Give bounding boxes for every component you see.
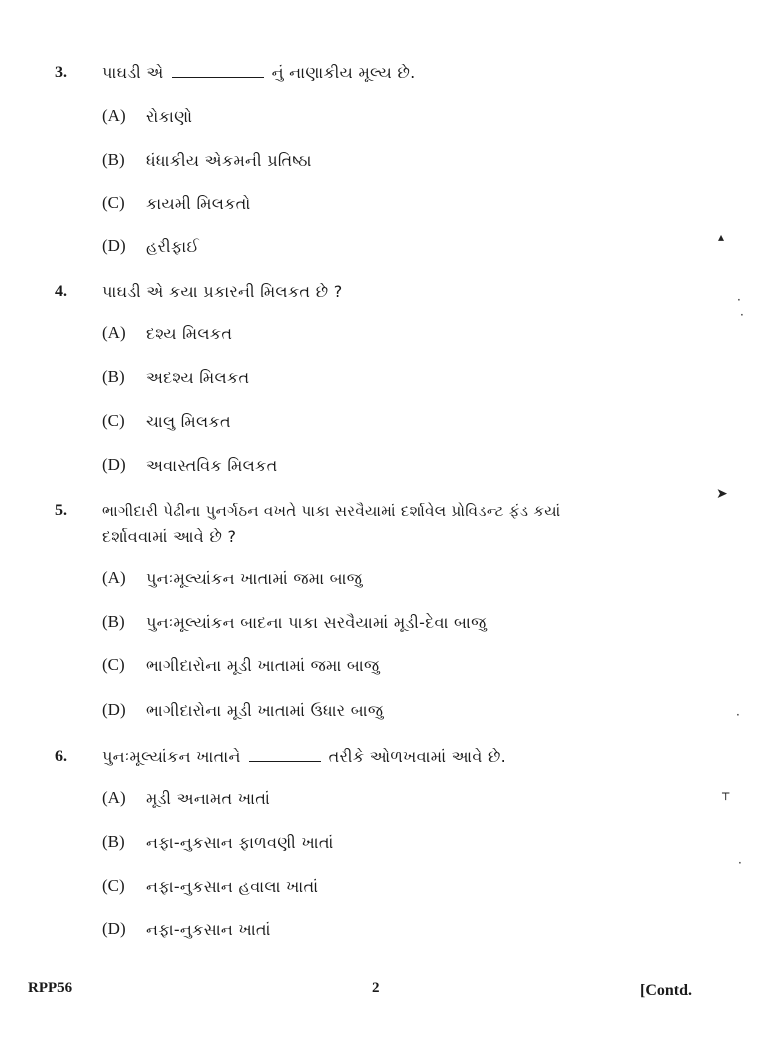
option-b: (B) નફા-નુકસાન ફાળવણી ખાતાં — [102, 832, 334, 852]
page-number: 2 — [372, 980, 380, 996]
fill-blank — [172, 61, 264, 78]
option-c: (C) નફા-નુકસાન હવાલા ખાતાં — [102, 876, 319, 896]
question-number: 5. — [55, 502, 67, 519]
question-number: 4. — [55, 283, 67, 300]
scan-mark: · — [736, 708, 740, 722]
continued-label: [Contd. — [640, 982, 693, 999]
scan-mark: ▴ — [718, 230, 725, 244]
question-stem — [0, 277, 761, 307]
scan-mark: · — [740, 308, 744, 322]
option-c: (C) કાયમી મિલકતો — [102, 193, 251, 213]
option-d: (D) અવાસ્તવિક મિલકત — [102, 455, 278, 475]
option-c: (C) ચાલુ મિલકત — [102, 411, 231, 431]
question-text: પુનઃમૂલ્યાંકન ખાતાને તરીકે ઓળખવામાં આવે છે. — [102, 747, 507, 766]
scan-mark: · — [738, 856, 742, 870]
paper-code: RPP56 — [28, 980, 73, 996]
scan-mark: · — [737, 293, 741, 307]
option-a: (A) મૂડી અનામત ખાતાં — [102, 788, 271, 808]
option-d: (D) ભાગીદારોના મૂડી ખાતામાં ઉધાર બાજુ — [102, 700, 384, 720]
option-a: (A) પુનઃમૂલ્યાંકન ખાતામાં જમા બાજુ — [102, 568, 363, 588]
question-stem — [0, 58, 761, 88]
option-d: (D) નફા-નુકસાન ખાતાં — [102, 919, 271, 939]
question-text-line-2: દર્શાવવામાં આવે છે ? — [102, 527, 237, 546]
question-number: 3. — [55, 64, 67, 81]
fill-blank — [249, 745, 321, 762]
question-text-line-1: ભાગીદારી પેઢીના પુનર્ગઠન વખતે પાકા સરવૈયામાં દર્શાવેલ પ્રોવિડન્ટ ફંડ કયાં — [102, 502, 561, 520]
option-a: (A) રોકાણો — [102, 106, 193, 126]
question-text: પાઘડી એ નું નાણાકીય મૂલ્ય છે. — [102, 63, 416, 82]
option-b: (B) ધંધાકીય એકમની પ્રતિષ્ઠા — [102, 150, 312, 170]
scan-mark: ┬ — [722, 786, 730, 800]
option-c: (C) ભાગીદારોના મૂડી ખાતામાં જમા બાજુ — [102, 655, 380, 675]
scan-mark: ➤ — [716, 486, 728, 502]
question-stem — [0, 496, 761, 556]
option-a: (A) દશ્ય મિલકત — [102, 323, 233, 343]
page-footer — [0, 980, 761, 1010]
question-text: પાઘડી એ કયા પ્રકારની મિલકત છે ? — [102, 282, 343, 301]
option-d: (D) હરીફાઈ — [102, 236, 200, 256]
option-b: (B) પુનઃમૂલ્યાંકન બાદના પાકા સરવૈયામાં મૂડી-દેવા બાજુ — [102, 612, 487, 632]
option-b: (B) અદશ્ય મિલકત — [102, 367, 250, 387]
question-stem — [0, 742, 761, 772]
question-number: 6. — [55, 748, 67, 765]
